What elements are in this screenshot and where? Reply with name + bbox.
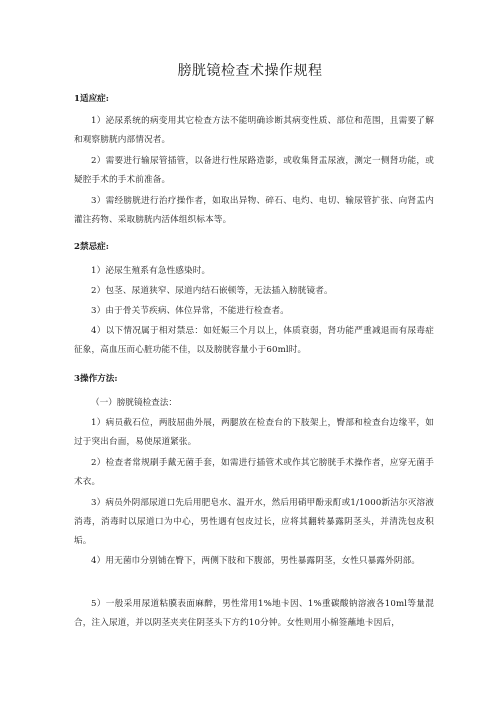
paragraph-procedure-5: 5）一般采用尿道粘膜表面麻醉，男性常用1%地卡因、1%重碳酸钠溶液各10ml等量混合，注入尿道，并以阴茎夹夹住阴茎头下方约10分钟。女性则用小棉签蘸地卡因后， (74, 599, 434, 628)
subheading-cystoscopy-method: （一）膀胱镜检查法： (91, 398, 177, 408)
section-heading-indications: 1适应症: (74, 94, 109, 104)
document-title: 膀胱镜检查术操作规程 (177, 63, 323, 79)
section-heading-procedure: 3操作方法: (74, 374, 118, 384)
paragraph-indication-2: 2）需要进行输尿管插管，以备进行性尿路造影，或收集肾盂尿液，测定一侧肾功能，或疑腔手术的手术前准备。 (74, 156, 434, 185)
paragraph-contraindication-4: 4）以下情况属于相对禁忌：如妊娠三个月以上，体质衰弱，肾功能严重减退而有尿毒症征象，高血压而心脏功能不佳，以及膀胱容量小于60ml时。 (74, 326, 434, 355)
section-heading-contraindications: 2禁忌症: (74, 242, 109, 252)
paragraph-contraindication-1: 1）泌尿生殖系有急性感染时。 (91, 266, 211, 276)
paragraph-indication-3: 3）需经膀胱进行治疗操作者，如取出异物、碎石、电灼、电切、输尿管扩张、向肾盂内灌注药物、采取膀胱内活体组织标本等。 (74, 196, 434, 225)
paragraph-contraindication-3: 3）由于骨关节疾病、体位异常，不能进行检查者。 (91, 306, 289, 316)
paragraph-procedure-3: 3）病员外阴部尿道口先后用肥皂水、温开水，然后用硝甲酚汞酊或1/1000新洁尔灭溶液消毒，消毒时以尿道口为中心，男性遇有包皮过长，应将其翻转暴露阴茎头，并清洗包皮积垢。 (74, 498, 434, 546)
paragraph-indication-1: 1）泌尿系统的病变用其它检查方法不能明确诊断其病变性质、部位和范围，且需要了解和观察膀胱内部情况者。 (74, 116, 434, 145)
paragraph-procedure-1: 1）病员截石位，两肢屈曲外展，两腿放在检查台的下肢架上，臀部和检查台边缘平，如过于突出台面，易使尿道紧张。 (74, 418, 434, 447)
paragraph-procedure-4: 4）用无菌巾分别铺在臀下，两侧下肢和下腹部，男性暴露阴茎，女性只暴露外阴部。 (91, 556, 421, 566)
paragraph-contraindication-2: 2）包茎、尿道狭窄、尿道内结石嵌顿等，无法插入膀胱镜者。 (91, 286, 333, 296)
paragraph-procedure-2: 2）检查者常规刷手戴无菌手套，如需进行插管术或作其它膀胱手术操作者，应穿无菌手术衣。 (74, 458, 434, 487)
